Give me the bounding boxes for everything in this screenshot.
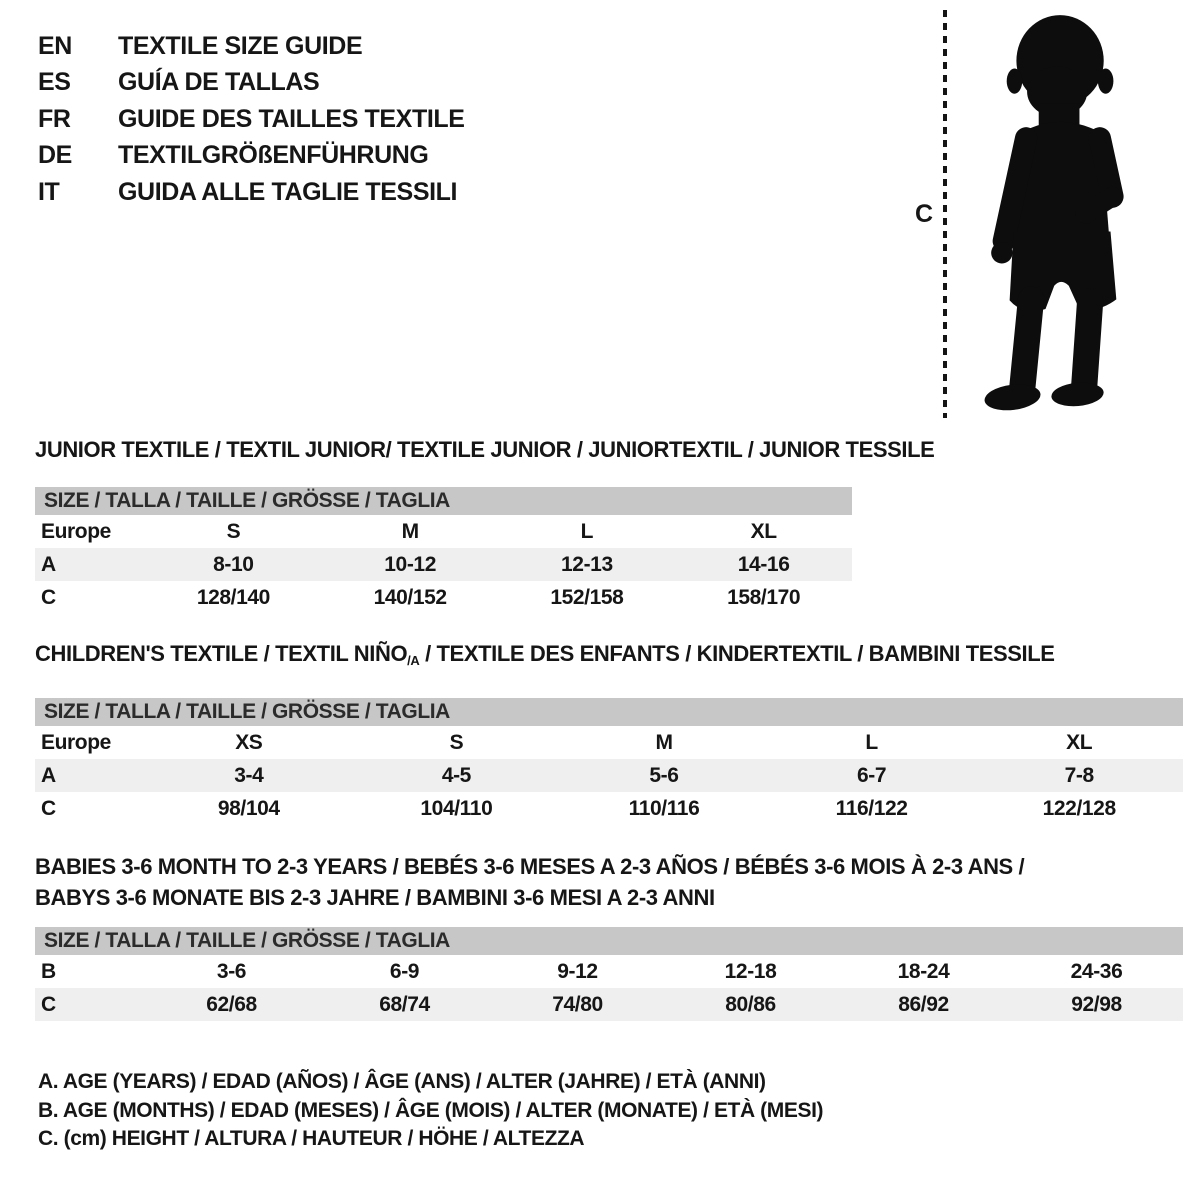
- guide-title: GUIDE DES TAILLES TEXTILE: [118, 104, 465, 133]
- size-cell: 152/158: [550, 586, 624, 609]
- size-cell: 12-18: [724, 960, 777, 983]
- size-cell: 10-12: [384, 553, 436, 576]
- size-cell: XS: [235, 731, 263, 754]
- guide-title: TEXTILGRÖßENFÜHRUNG: [118, 141, 429, 170]
- language-row: [38, 65, 465, 102]
- size-cell: 3-4: [234, 764, 264, 787]
- babies-textile: [35, 851, 1183, 1021]
- size-cell: 24-36: [1070, 960, 1123, 983]
- language-code: DE: [38, 141, 72, 170]
- table-row: [35, 548, 852, 581]
- height-measure-label: C: [915, 199, 933, 228]
- size-cell: 14-16: [737, 553, 790, 576]
- size-cell: 9-12: [557, 960, 598, 983]
- size-cell: 62/68: [206, 993, 257, 1016]
- row-label: C: [41, 797, 56, 820]
- size-cell: 7-8: [1064, 764, 1094, 787]
- size-cell: M: [655, 731, 673, 754]
- size-cell: 5-6: [649, 764, 679, 787]
- size-cell: 8-10: [213, 553, 254, 576]
- table-row: [35, 988, 1183, 1021]
- row-label: Europe: [41, 520, 111, 543]
- size-cell: 104/110: [420, 797, 493, 820]
- size-cell: S: [226, 520, 241, 543]
- size-header-bar: SIZE / TALLA / TAILLE / GRÖSSE / TAGLIA: [35, 698, 1183, 726]
- height-figure: [893, 10, 1159, 418]
- size-cell: 68/74: [379, 993, 430, 1016]
- table-row: [35, 759, 1183, 792]
- size-cell: L: [865, 731, 878, 754]
- size-cell: 86/92: [898, 993, 949, 1016]
- table-title-text: BABYS 3-6 MONATE BIS 2-3 JAHRE / BAMBINI 3-6 MESI A 2-3 ANNI: [35, 885, 715, 910]
- row-label: C: [41, 993, 56, 1016]
- size-cell: 18-24: [897, 960, 950, 983]
- size-cell: 140/152: [373, 586, 447, 609]
- size-cell: 116/122: [835, 797, 908, 820]
- guide-title: GUIDA ALLE TAGLIE TESSILI: [118, 177, 458, 206]
- table-title-text: CHILDREN'S TEXTILE / TEXTIL NIÑO: [35, 641, 408, 666]
- table-row: [35, 515, 852, 548]
- junior-textile: [35, 434, 935, 614]
- childrens-textile: [35, 638, 1183, 825]
- size-cell: 12-13: [561, 553, 613, 576]
- language-code: FR: [38, 104, 71, 133]
- row-label: A: [41, 553, 56, 576]
- size-cell: 6-7: [857, 764, 887, 787]
- legend-line: A. AGE (YEARS) / EDAD (AÑOS) / ÂGE (ANS) / ALTER (JAHRE) / ETÀ (ANNI): [38, 1070, 766, 1093]
- table-row: [35, 581, 852, 614]
- table-title-text: JUNIOR TEXTILE / TEXTIL JUNIOR/ TEXTILE JUNIOR / JUNIORTEXTIL / JUNIOR TESSILE: [35, 437, 935, 462]
- size-cell: 110/116: [628, 797, 700, 820]
- size-cell: 80/86: [725, 993, 776, 1016]
- table-title: [35, 882, 1183, 913]
- size-cell: 4-5: [441, 764, 471, 787]
- legend-line: C. (cm) HEIGHT / ALTURA / HAUTEUR / HÖHE / ALTEZZA: [38, 1127, 585, 1150]
- language-row: [38, 174, 465, 211]
- guide-title: GUÍA DE TALLAS: [118, 68, 320, 97]
- language-code: ES: [38, 68, 71, 97]
- size-header-bar: SIZE / TALLA / TAILLE / GRÖSSE / TAGLIA: [35, 927, 1183, 955]
- size-cell: XL: [1066, 731, 1093, 754]
- table-row: [35, 792, 1183, 825]
- size-cell: 6-9: [389, 960, 420, 983]
- row-label: Europe: [41, 731, 111, 754]
- table-row: [35, 726, 1183, 759]
- language-code: IT: [38, 177, 60, 206]
- table-title-text: /A: [407, 653, 420, 668]
- table-title: [35, 851, 1183, 882]
- legend: [38, 1068, 823, 1154]
- size-cell: L: [580, 520, 594, 543]
- size-cell: XL: [750, 520, 777, 543]
- size-cell: 128/140: [196, 586, 270, 609]
- size-header-bar: SIZE / TALLA / TAILLE / GRÖSSE / TAGLIA: [35, 487, 852, 515]
- toddler-silhouette-icon: [965, 10, 1159, 418]
- size-cell: 158/170: [727, 586, 801, 609]
- size-cell: 74/80: [552, 993, 603, 1016]
- size-cell: M: [401, 520, 419, 543]
- size-cell: 122/128: [1042, 797, 1116, 820]
- table-title: [35, 434, 935, 465]
- language-row: [38, 28, 465, 65]
- row-label: C: [41, 586, 56, 609]
- language-title-list: [38, 28, 465, 211]
- row-label: A: [41, 764, 56, 787]
- table-title-text: / TEXTILE DES ENFANTS / KINDERTEXTIL / BAMBINI TESSILE: [419, 641, 1055, 666]
- size-cell: 3-6: [216, 960, 247, 983]
- table-title: [35, 638, 1183, 676]
- guide-title: TEXTILE SIZE GUIDE: [118, 31, 363, 60]
- table-title-text: BABIES 3-6 MONTH TO 2-3 YEARS / BEBÉS 3-6 MESES A 2-3 AÑOS / BÉBÉS 3-6 MOIS À 2-3 ANS /: [35, 854, 1025, 879]
- legend-line: B. AGE (MONTHS) / EDAD (MESES) / ÂGE (MOIS) / ALTER (MONATE) / ETÀ (MESI): [38, 1098, 824, 1122]
- height-dashed-line: [943, 10, 947, 418]
- language-row: [38, 138, 465, 175]
- table-row: [35, 955, 1183, 988]
- size-cell: 98/104: [217, 797, 280, 820]
- size-cell: S: [449, 731, 464, 754]
- language-code: EN: [38, 31, 72, 60]
- size-cell: 92/98: [1071, 993, 1122, 1016]
- row-label: B: [41, 960, 56, 983]
- language-row: [38, 101, 465, 138]
